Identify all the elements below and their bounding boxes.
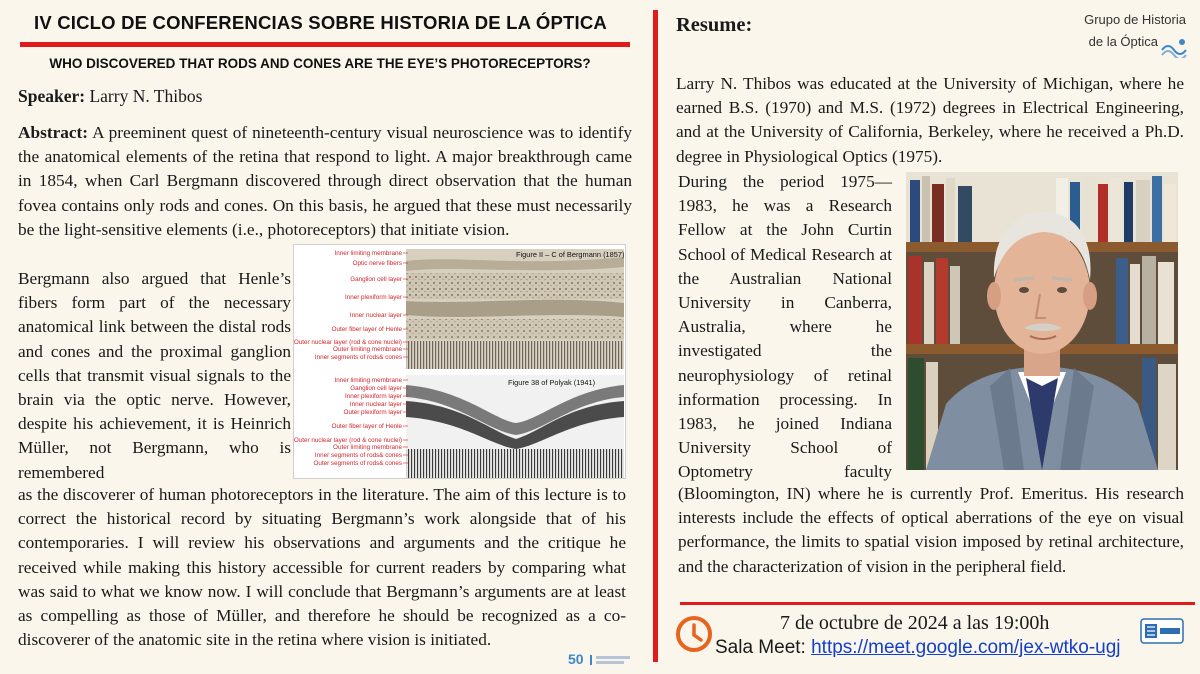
polyak-label-3: Inner nuclear layer: [349, 401, 402, 408]
title-divider: [20, 42, 630, 47]
polyak-label-2: Inner plexiform layer: [344, 393, 402, 400]
logo-text-line1: Grupo de Historia: [1084, 12, 1186, 27]
abstract-paragraph-1: [18, 121, 632, 242]
bergmann-label-2: Ganglion cell layer: [350, 276, 402, 283]
anniversary-logo: [566, 650, 636, 670]
polyak-figure-caption: Figure 38 of Polyak (1941): [508, 378, 596, 387]
figure-label-group: [294, 250, 408, 467]
meet-link[interactable]: https://meet.google.com/jex-wtko-ugj: [811, 637, 1121, 658]
speaker-label: Speaker:: [18, 86, 86, 106]
speaker-portrait: [906, 172, 1178, 470]
bergmann-label-0: Inner limiting membrane: [334, 250, 402, 257]
resume-paragraph-3: (Bloomington, IN) where he is currently Prof. Emeritus. His research interests include the effects of optical aberrations of the eye on visual performance, the limits to spatial vision imposed by retinal architecture, and the characterization of vision in the peripheral field.: [678, 484, 1184, 576]
institution-logo-mark: [1140, 618, 1184, 644]
retina-figure-drawing: [294, 245, 627, 480]
polyak-label-6: Outer nuclear layer (rod & cone nuclei): [294, 437, 402, 444]
event-date: 7 de octubre de 2024 a las 19:00h: [780, 612, 1050, 634]
conference-series-title: IV CICLO DE CONFERENCIAS SOBRE HISTORIA DE LA ÓPTICA: [34, 12, 607, 33]
polyak-tissue-image: [406, 375, 624, 478]
logo-wave-icon: [1160, 36, 1188, 58]
column-divider: [653, 10, 658, 662]
svg-text:50: 50: [568, 651, 584, 667]
bergmann-label-5: Outer fiber layer of Henle: [331, 326, 402, 333]
abstract-paragraph-2: Bergmann also argued that Henle’s fibers form part of the necessary anatomical link between the distal rods and cones and the proximal ganglion cells that transmit visual signals to the brain via the optic nerve. However, despite his achievement, it is Heinrich Müller, not Bergmann, who is remembered: [18, 269, 291, 482]
polyak-label-9: Outer segments of rods& cones: [313, 460, 402, 467]
event-room-line: [715, 637, 1121, 659]
event-room-label: Sala Meet:: [715, 637, 806, 658]
polyak-label-1: Ganglion cell layer: [350, 385, 402, 392]
event-divider: [680, 602, 1195, 605]
bergmann-label-1: Optic nerve fibers: [352, 260, 402, 267]
institution-logo: [1140, 618, 1184, 644]
speaker-line: [18, 86, 202, 107]
bergmann-tissue-image: [406, 249, 624, 369]
bergmann-label-7: Outer limiting membrane: [333, 346, 402, 353]
bergmann-label-6: Outer nuclear layer (rod & cone nuclei): [294, 339, 402, 346]
bergmann-label-8: Inner segments of rods& cones: [314, 354, 402, 361]
polyak-label-8: Inner segments of rods& cones: [314, 452, 402, 459]
grupo-historia-optica-logo: [1074, 12, 1194, 62]
bergmann-figure-caption: Figure II – C of Bergmann (1857): [516, 250, 625, 259]
clock-icon: [674, 614, 714, 654]
resume-paragraph-2: During the period 1975—1983, he was a Research Fellow at the John Curtin School of Medical Research at the Australian National University in Canberra, Australia, where he investigated the neurophysiology of retinal information processing. In 1983, he joined Indiana University School of Optometry faculty: [678, 172, 892, 482]
retina-layers-figure: [293, 244, 626, 479]
speaker-photo: [906, 172, 1178, 470]
polyak-label-4: Outer plexiform layer: [343, 409, 402, 416]
bergmann-label-4: Inner nuclear layer: [349, 312, 402, 319]
abstract-label: Abstract:: [18, 123, 89, 142]
polyak-label-7: Outer limiting membrane: [333, 444, 402, 451]
talk-title: WHO DISCOVERED THAT RODS AND CONES ARE THE EYE’S PHOTORECEPTORS?: [49, 56, 591, 71]
speaker-name: Larry N. Thibos: [89, 86, 203, 106]
abstract-paragraph-3: as the discoverer of human photoreceptors in the literature. The aim of this lecture is to correct the historical record by situating Bergmann’s work alongside that of his contemporaries. I will review his observations and arguments and the critique he received while making this history accessible for current readers by comparing what was said to what we know now. I will conclude that Bergmann’s arguments are at least as compelling as those of Müller, and therefore he should be recognized as a co-discoverer of the anatomic site in the retina where vision is initiated.: [18, 485, 626, 650]
logo-text-line2: de la Óptica: [1088, 34, 1158, 49]
anniversary-logo-mark: [566, 650, 636, 670]
abstract-text-1: A preeminent quest of nineteenth-century visual neuroscience was to identify the anatomical elements of the retina that respond to light. A major breakthrough came in 1854, when Carl Bergmann discovered through direct observation that the human fovea contains only rods and cones. On this basis, he argued that these must necessarily be the light-sensitive elements (i.e., photoreceptors) that initiate vision.: [18, 123, 632, 239]
bergmann-label-3: Inner plexiform layer: [344, 294, 402, 301]
resume-paragraph-1: Larry N. Thibos was educated at the University of Michigan, where he earned B.S. (1970) and M.S. (1972) degrees in Electrical Engineering, and at the University of California, Berkeley, where he received a Ph.D. degree in Physiological Optics (1975).: [676, 74, 1184, 166]
polyak-label-0: Inner limiting membrane: [334, 377, 402, 384]
polyak-label-5: Outer fiber layer of Henle: [331, 423, 402, 430]
resume-heading: Resume:: [676, 14, 753, 36]
